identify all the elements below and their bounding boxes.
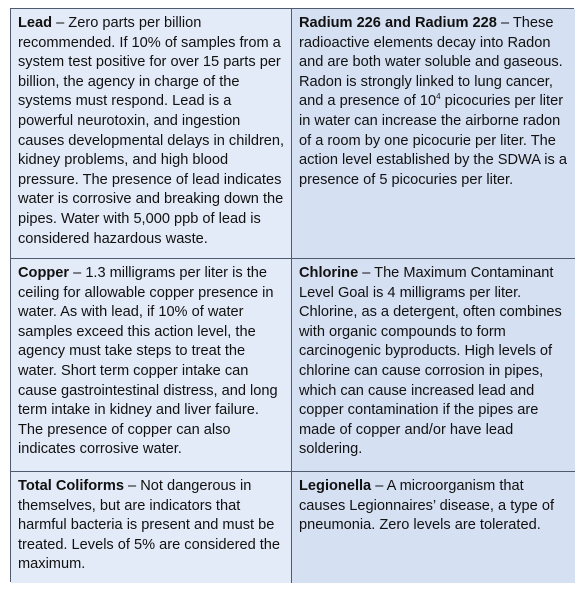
cell-separator: – [69, 265, 86, 281]
cell-separator: – [371, 478, 387, 494]
cell-body: Not dangerous in themselves, but are indicators that harmful bacteria is present and must be treated. Levels of 5% are considered the maximum. [18, 478, 281, 573]
cell-chlorine [292, 259, 575, 472]
cell-body: A microorganism that causes Legionnaires’ disease, a type of pneumonia. Zero levels are tolerated. [299, 478, 555, 534]
cell-coliforms [11, 472, 292, 583]
cell-title: Chlorine [299, 265, 359, 281]
cell-body: picocuries per liter in water can increase the airborne radon of a room by one picocurie per liter. The action level established by the SDWA is a presence of 5 picocuries per liter. [299, 93, 567, 188]
cell-title: Radium 226 and Radium 228 [299, 15, 497, 31]
cell-body: 1.3 milligrams per liter is the ceiling for allowable copper presence in water. As with lead, if 10% of water samples exceed this action level, the agency must take steps to treat the water. Short term copper intake can cause gastrointestinal distress, and long term intake in kidney and liver failure. The presence of copper can also indicates corrosive water. [18, 265, 278, 458]
cell-radium [292, 9, 575, 259]
cell-title: Lead [18, 15, 53, 31]
cell-separator: – [358, 265, 375, 281]
cell-body: Zero parts per billion recommended. If 10% of samples from a system test positive for over 15 parts per billion, the agency in charge of the systems must respond. Lead is a powerful neurotoxin, and ingestion causes developmental delays in children, kidney problems, and high blood pressure. The presence of lead indicates water is corrosive and breaking down the pipes. Water with 5,000 ppb of lead is considered hazardous waste. [18, 15, 285, 247]
cell-separator: – [123, 478, 141, 494]
cell-legionella [292, 472, 575, 583]
cell-title: Total Coliforms [18, 478, 124, 494]
cell-title: Copper [18, 265, 70, 281]
cell-separator: – [52, 15, 69, 31]
cell-body: These radioactive elements decay into Radon and are both water soluble and gaseous. Radon is strongly linked to lung cancer, and a presence of 10 [299, 15, 563, 110]
cell-copper [11, 259, 292, 472]
cell-title: Legionella [299, 478, 372, 494]
cell-body: The Maximum Contaminant Level Goal is 4 milligrams per liter. Chlorine, as a detergent, often combines with organic compounds to form carcinogenic byproducts. High levels of chlorine can cause corrosion in pipes, which can cause increased lead and copper contamination if the pipes are made of copper and/or have lead soldering. [299, 265, 562, 458]
cell-lead [11, 9, 292, 259]
exponent: 4 [436, 92, 441, 102]
cell-separator: – [496, 15, 513, 31]
contaminants-table [10, 8, 574, 582]
